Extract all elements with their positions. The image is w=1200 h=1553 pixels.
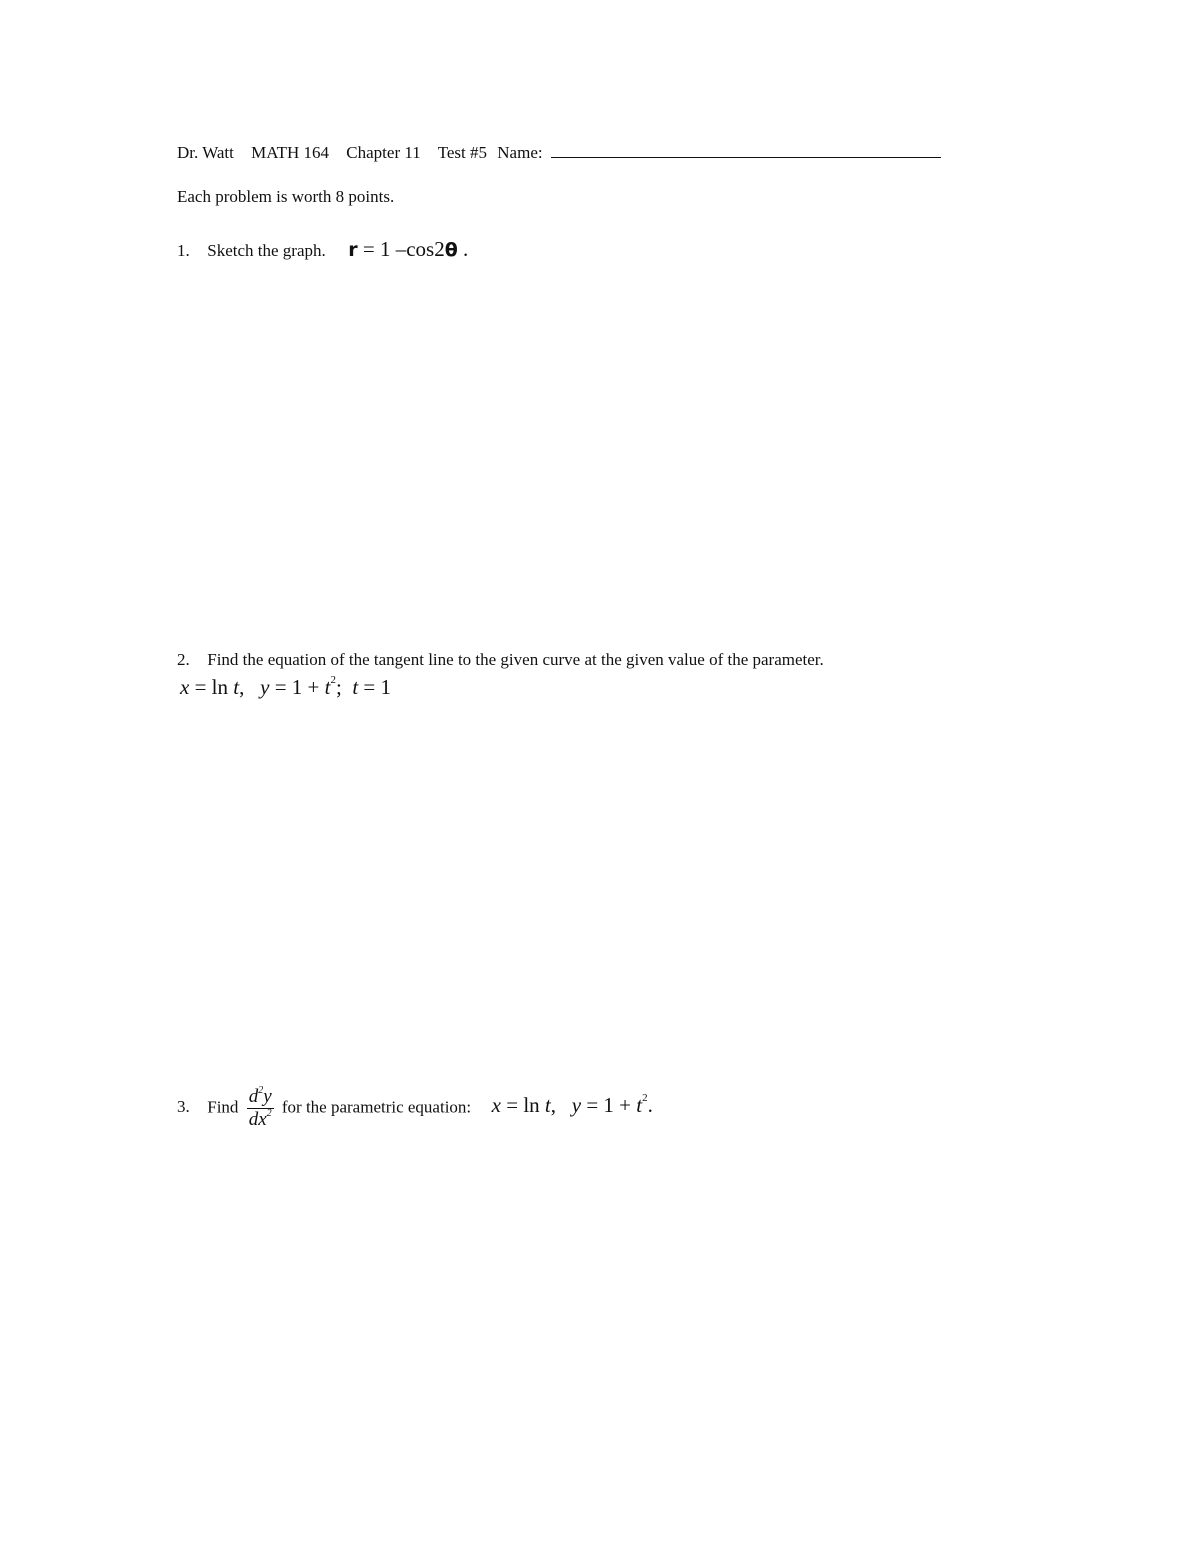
course-code: MATH 164 [251, 143, 330, 162]
problem-1-equation: r = 1 –cos2θ . [348, 237, 469, 261]
test-header [177, 143, 941, 163]
problem-1-text: Sketch the graph. [207, 241, 326, 260]
test-number: Test #5 [437, 143, 488, 162]
instructor-name: Dr. Watt [177, 143, 234, 162]
problem-2-number: 2. [177, 650, 190, 669]
problem-3-find: Find [207, 1097, 239, 1117]
instructions: Each problem is worth 8 points. [177, 187, 395, 206]
problem-2-text: Find the equation of the tangent line to the given curve at the given value of the parameter. [207, 650, 824, 669]
problem-3-equation: x = ln t, $y = 1 + t^2$. [491, 1092, 653, 1118]
chapter-label: Chapter 11 [346, 143, 421, 162]
name-label: Name: [497, 143, 543, 162]
problem-3-number: 3. [177, 1097, 190, 1117]
problem-1 [177, 237, 468, 262]
problem-1-number: 1. [177, 241, 190, 260]
problem-2 [177, 650, 824, 670]
problem-3-text: for the parametric equation: [281, 1097, 472, 1117]
second-derivative-fraction: $\frac{d^2y}{dx^2}$ [248, 1085, 272, 1130]
problem-3 [177, 1086, 653, 1131]
name-blank-line[interactable] [551, 143, 941, 158]
problem-2-equation: x = ln t, $y = 1 + t^2$; t = 1 [180, 674, 391, 699]
